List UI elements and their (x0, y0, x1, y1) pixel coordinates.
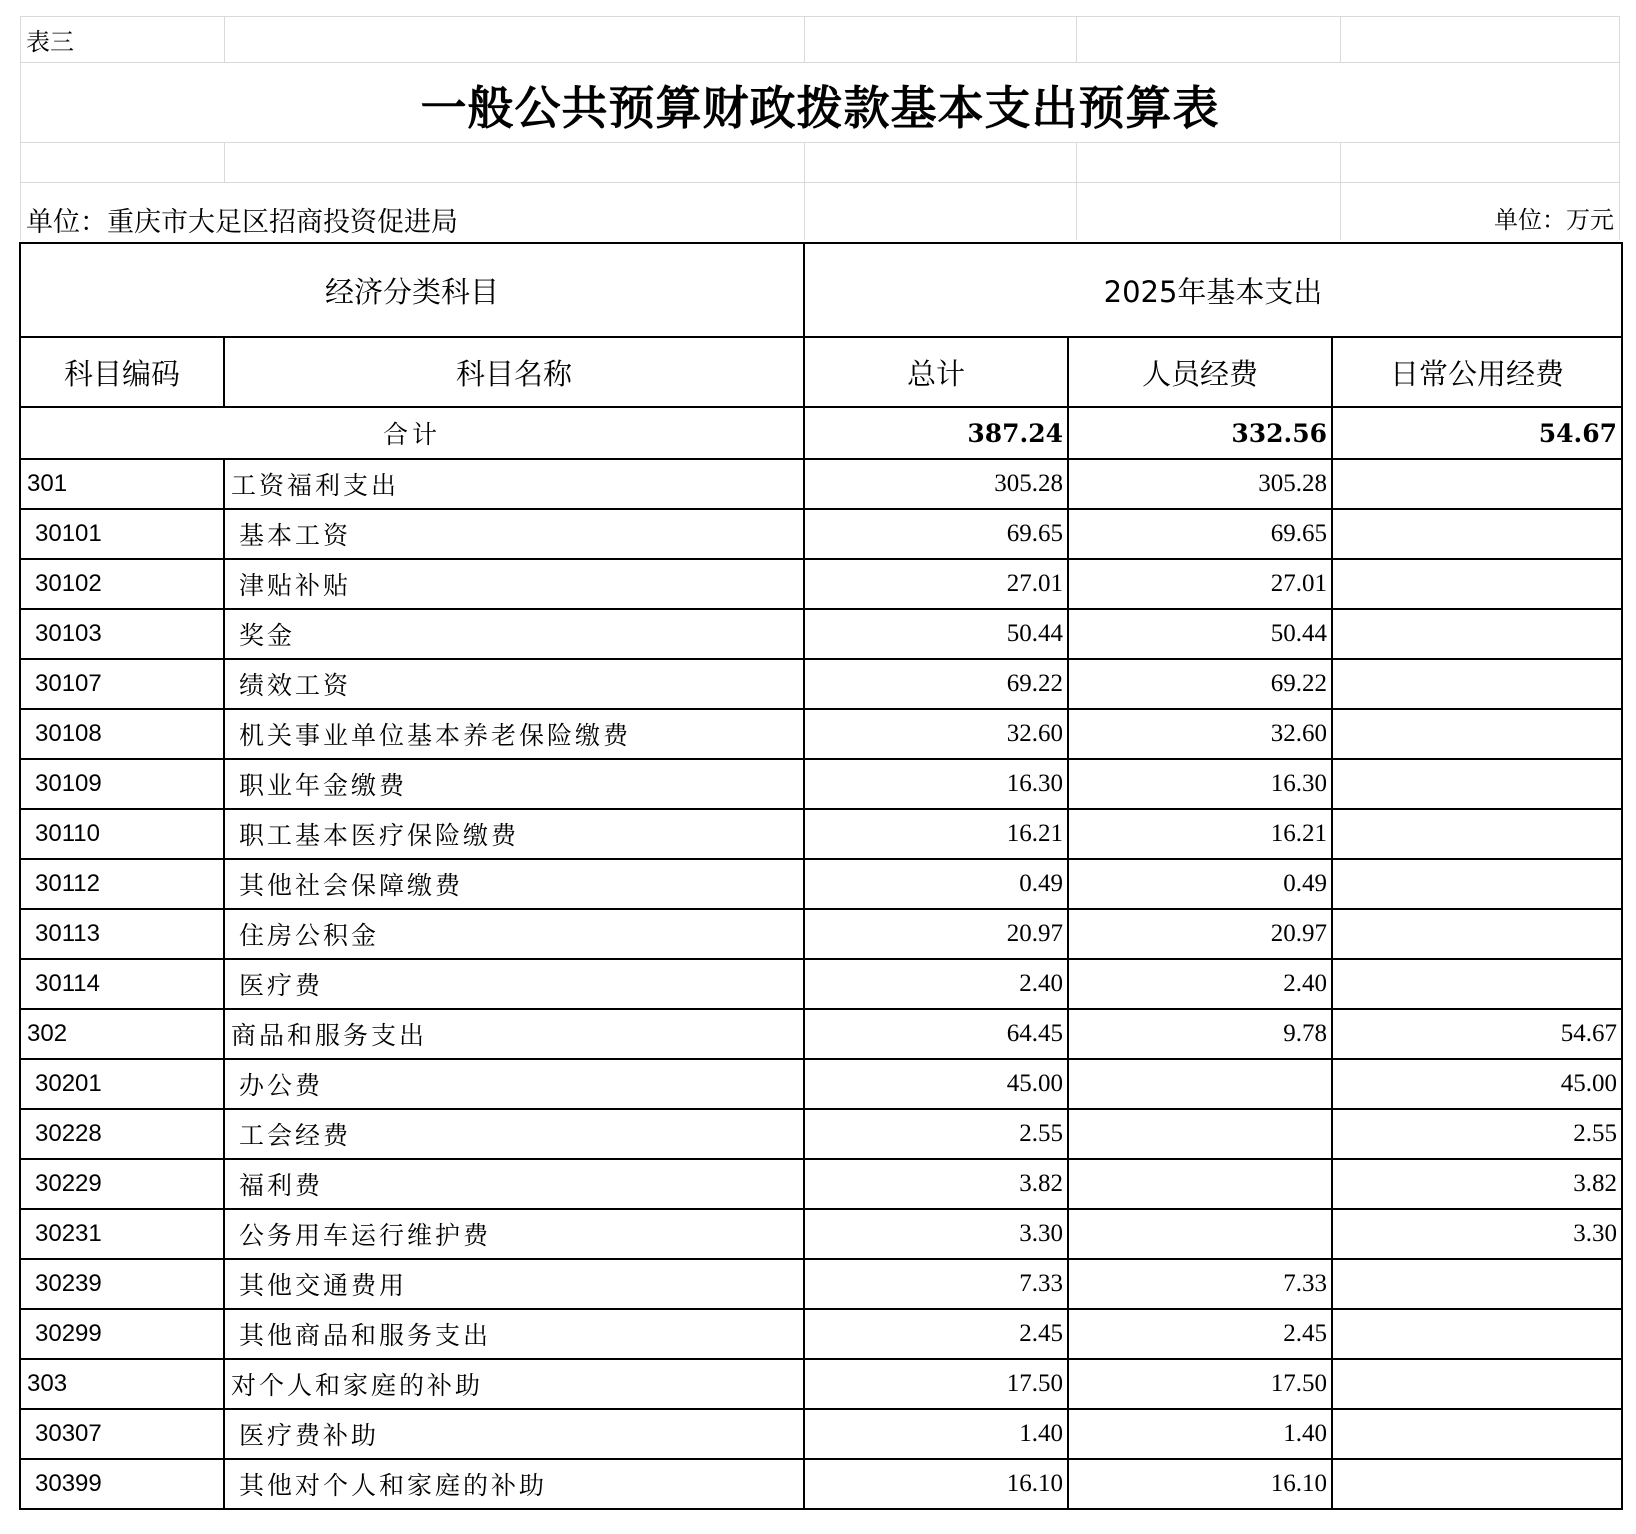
table-row (20, 809, 1622, 859)
row-public (1332, 1309, 1622, 1359)
header-year-expense: 2025年基本支出 (804, 243, 1622, 337)
row-total: 3.82 (804, 1159, 1068, 1209)
row-personnel: 32.60 (1068, 709, 1332, 759)
row-personnel: 9.78 (1068, 1009, 1332, 1059)
row-code: 302 (20, 1009, 224, 1059)
table-row (20, 909, 1622, 959)
row-code: 30307 (20, 1409, 224, 1459)
table-row (20, 659, 1622, 709)
table-row (20, 1409, 1622, 1459)
table-row (20, 1459, 1622, 1509)
row-total: 2.55 (804, 1109, 1068, 1159)
row-total: 16.10 (804, 1459, 1068, 1509)
row-total: 7.33 (804, 1259, 1068, 1309)
row-public: 3.82 (1332, 1159, 1622, 1209)
row-name: 工会经费 (224, 1109, 804, 1159)
unit-organization: 单位：重庆市大足区招商投资促进局 (26, 207, 458, 238)
row-code: 30103 (20, 609, 224, 659)
table-row (20, 559, 1622, 609)
row-name: 公务用车运行维护费 (224, 1209, 804, 1259)
row-public (1332, 909, 1622, 959)
row-public: 2.55 (1332, 1109, 1622, 1159)
row-total: 20.97 (804, 909, 1068, 959)
row-name: 绩效工资 (224, 659, 804, 709)
row-name: 商品和服务支出 (224, 1009, 804, 1059)
page-title: 一般公共预算财政拨款基本支出预算表 (420, 81, 1220, 135)
row-public (1332, 559, 1622, 609)
row-total: 305.28 (804, 459, 1068, 509)
header-econ-class: 经济分类科目 (20, 243, 804, 337)
row-code: 30102 (20, 559, 224, 609)
row-public (1332, 1459, 1622, 1509)
table-row (20, 1259, 1622, 1309)
row-public (1332, 859, 1622, 909)
row-public (1332, 509, 1622, 559)
row-personnel: 69.65 (1068, 509, 1332, 559)
row-public (1332, 709, 1622, 759)
row-name: 其他社会保障缴费 (224, 859, 804, 909)
header-public: 日常公用经费 (1332, 337, 1622, 407)
totals-total: 387.24 (804, 407, 1068, 459)
row-personnel: 27.01 (1068, 559, 1332, 609)
row-total: 1.40 (804, 1409, 1068, 1459)
row-code: 30107 (20, 659, 224, 709)
row-public (1332, 609, 1622, 659)
row-code: 30114 (20, 959, 224, 1009)
table-row (20, 1359, 1622, 1409)
row-personnel (1068, 1109, 1332, 1159)
row-name: 福利费 (224, 1159, 804, 1209)
row-code: 30201 (20, 1059, 224, 1109)
header-row-group (20, 243, 1622, 337)
row-total: 69.22 (804, 659, 1068, 709)
row-name: 职业年金缴费 (224, 759, 804, 809)
row-personnel (1068, 1209, 1332, 1259)
row-code: 30112 (20, 859, 224, 909)
row-code: 30231 (20, 1209, 224, 1259)
row-name: 办公费 (224, 1059, 804, 1109)
header-personnel: 人员经费 (1068, 337, 1332, 407)
header-code: 科目编码 (20, 337, 224, 407)
table-row (20, 759, 1622, 809)
row-code: 30101 (20, 509, 224, 559)
row-total: 3.30 (804, 1209, 1068, 1259)
row-total: 64.45 (804, 1009, 1068, 1059)
table-row (20, 1009, 1622, 1059)
row-name: 其他对个人和家庭的补助 (224, 1459, 804, 1509)
table-row (20, 459, 1622, 509)
row-public (1332, 659, 1622, 709)
row-name: 其他交通费用 (224, 1259, 804, 1309)
row-code: 30239 (20, 1259, 224, 1309)
row-personnel: 7.33 (1068, 1259, 1332, 1309)
row-total: 16.30 (804, 759, 1068, 809)
sheet-label: 表三 (26, 28, 74, 56)
row-total: 69.65 (804, 509, 1068, 559)
header-row-columns (20, 337, 1622, 407)
row-personnel: 16.30 (1068, 759, 1332, 809)
row-public (1332, 959, 1622, 1009)
row-total: 45.00 (804, 1059, 1068, 1109)
row-personnel: 50.44 (1068, 609, 1332, 659)
row-code: 30228 (20, 1109, 224, 1159)
row-code: 30399 (20, 1459, 224, 1509)
row-public (1332, 1359, 1622, 1409)
row-code: 30299 (20, 1309, 224, 1359)
totals-label: 合计 (20, 407, 804, 459)
row-name: 机关事业单位基本养老保险缴费 (224, 709, 804, 759)
row-public (1332, 809, 1622, 859)
row-code: 30110 (20, 809, 224, 859)
row-code: 303 (20, 1359, 224, 1409)
row-total: 2.40 (804, 959, 1068, 1009)
row-total: 0.49 (804, 859, 1068, 909)
table-row (20, 1159, 1622, 1209)
row-code: 30108 (20, 709, 224, 759)
row-public (1332, 1259, 1622, 1309)
row-total: 32.60 (804, 709, 1068, 759)
table-row (20, 1109, 1622, 1159)
row-personnel (1068, 1159, 1332, 1209)
row-total: 2.45 (804, 1309, 1068, 1359)
row-name: 基本工资 (224, 509, 804, 559)
table-row (20, 609, 1622, 659)
table-row (20, 1059, 1622, 1109)
row-personnel: 20.97 (1068, 909, 1332, 959)
row-name: 职工基本医疗保险缴费 (224, 809, 804, 859)
row-personnel: 17.50 (1068, 1359, 1332, 1409)
row-public (1332, 1409, 1622, 1459)
row-personnel: 69.22 (1068, 659, 1332, 709)
row-name: 其他商品和服务支出 (224, 1309, 804, 1359)
unit-currency: 单位：万元 (1494, 206, 1614, 234)
row-name: 对个人和家庭的补助 (224, 1359, 804, 1409)
row-name: 住房公积金 (224, 909, 804, 959)
row-total: 50.44 (804, 609, 1068, 659)
row-total: 27.01 (804, 559, 1068, 609)
row-total: 16.21 (804, 809, 1068, 859)
row-name: 奖金 (224, 609, 804, 659)
row-personnel: 0.49 (1068, 859, 1332, 909)
row-code: 301 (20, 459, 224, 509)
row-name: 医疗费补助 (224, 1409, 804, 1459)
row-personnel (1068, 1059, 1332, 1109)
row-personnel: 2.45 (1068, 1309, 1332, 1359)
table-row (20, 1209, 1622, 1259)
row-personnel: 16.10 (1068, 1459, 1332, 1509)
row-personnel: 305.28 (1068, 459, 1332, 509)
table-row (20, 509, 1622, 559)
row-personnel: 2.40 (1068, 959, 1332, 1009)
header-total: 总计 (804, 337, 1068, 407)
row-public (1332, 459, 1622, 509)
budget-table (19, 242, 1623, 1510)
row-name: 工资福利支出 (224, 459, 804, 509)
totals-personnel: 332.56 (1068, 407, 1332, 459)
row-name: 医疗费 (224, 959, 804, 1009)
row-public (1332, 759, 1622, 809)
row-code: 30109 (20, 759, 224, 809)
row-personnel: 16.21 (1068, 809, 1332, 859)
header-name: 科目名称 (224, 337, 804, 407)
row-public: 54.67 (1332, 1009, 1622, 1059)
table-row (20, 1309, 1622, 1359)
row-code: 30113 (20, 909, 224, 959)
table-row (20, 709, 1622, 759)
row-code: 30229 (20, 1159, 224, 1209)
row-public: 45.00 (1332, 1059, 1622, 1109)
row-name: 津贴补贴 (224, 559, 804, 609)
totals-public: 54.67 (1332, 407, 1622, 459)
row-public: 3.30 (1332, 1209, 1622, 1259)
totals-row (20, 407, 1622, 459)
row-total: 17.50 (804, 1359, 1068, 1409)
table-row (20, 859, 1622, 909)
table-row (20, 959, 1622, 1009)
row-personnel: 1.40 (1068, 1409, 1332, 1459)
